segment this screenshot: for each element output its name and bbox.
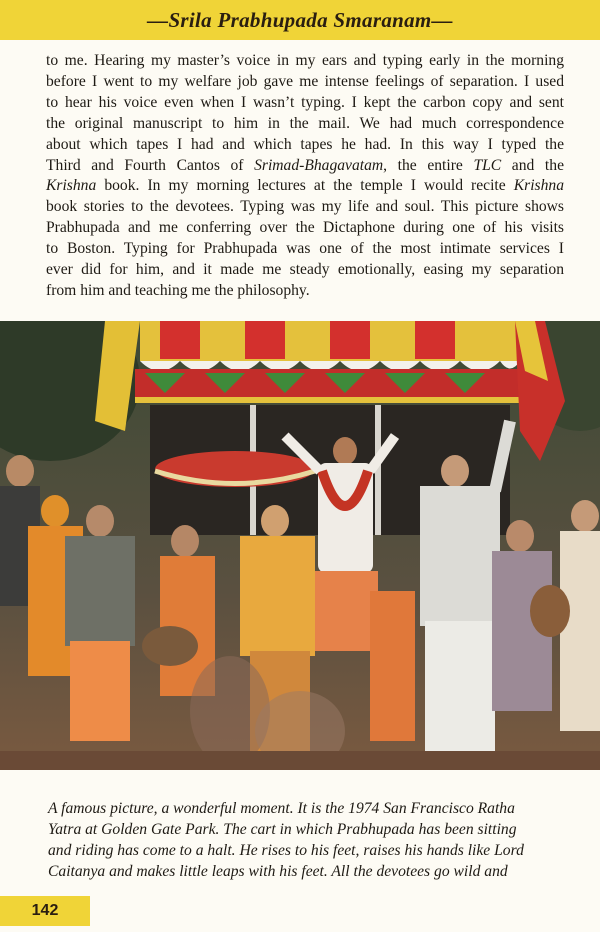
body-line: ever did for him, and it made me steady emotionally, easing my separation [46, 261, 564, 279]
body-line: to Boston. Typing for Prabhupada was one of the most intimate services I [46, 240, 564, 258]
body-line: to me. Hearing my master’s voice in my ears and typing early in the morning [46, 52, 564, 69]
photo-caption [48, 798, 558, 882]
rathayatra-photo [0, 321, 600, 770]
body-line: from him and teaching me the philosophy. [46, 281, 310, 299]
body-line: Prabhupada and me conferring over the Dictaphone during one of his visits [46, 219, 564, 237]
header-title: —Srila Prabhupada Smaranam— [147, 7, 453, 32]
body-line: book stories to the devotees. Typing was my life and soul. This picture shows [46, 198, 564, 216]
body-line: to hear his voice even when I wasn’t typing. I kept the carbon copy and sent [46, 93, 564, 111]
body-line: the original manuscript to him in the mail. We had much correspondence [46, 114, 564, 132]
body-paragraph [46, 51, 564, 302]
caption-line: Caitanya and makes little leaps with his feet. All the devotees go wild and [48, 863, 508, 880]
caption-line: and riding has come to a halt. He rises to his feet, raises his hands like Lord [48, 842, 524, 859]
page-number: 142 [31, 902, 59, 919]
page-number-tab [0, 896, 90, 926]
body-line: Third and Fourth Cantos of Srimad-Bhagavatam, the entire TLC and the [46, 156, 564, 174]
body-line: about which tapes I had and which tapes he had. In this way I typed the [46, 135, 564, 153]
body-line: Krishna book. In my morning lectures at the temple I would recite Krishna [46, 177, 564, 195]
body-line: before I went to my welfare job gave me intense feelings of separation. I used [46, 72, 564, 90]
caption-line: Yatra at Golden Gate Park. The cart in which Prabhupada has been sitting [48, 821, 517, 838]
running-header [0, 0, 600, 40]
photo-illustration [0, 321, 600, 770]
caption-line: A famous picture, a wonderful moment. It is the 1974 San Francisco Ratha [48, 800, 515, 817]
